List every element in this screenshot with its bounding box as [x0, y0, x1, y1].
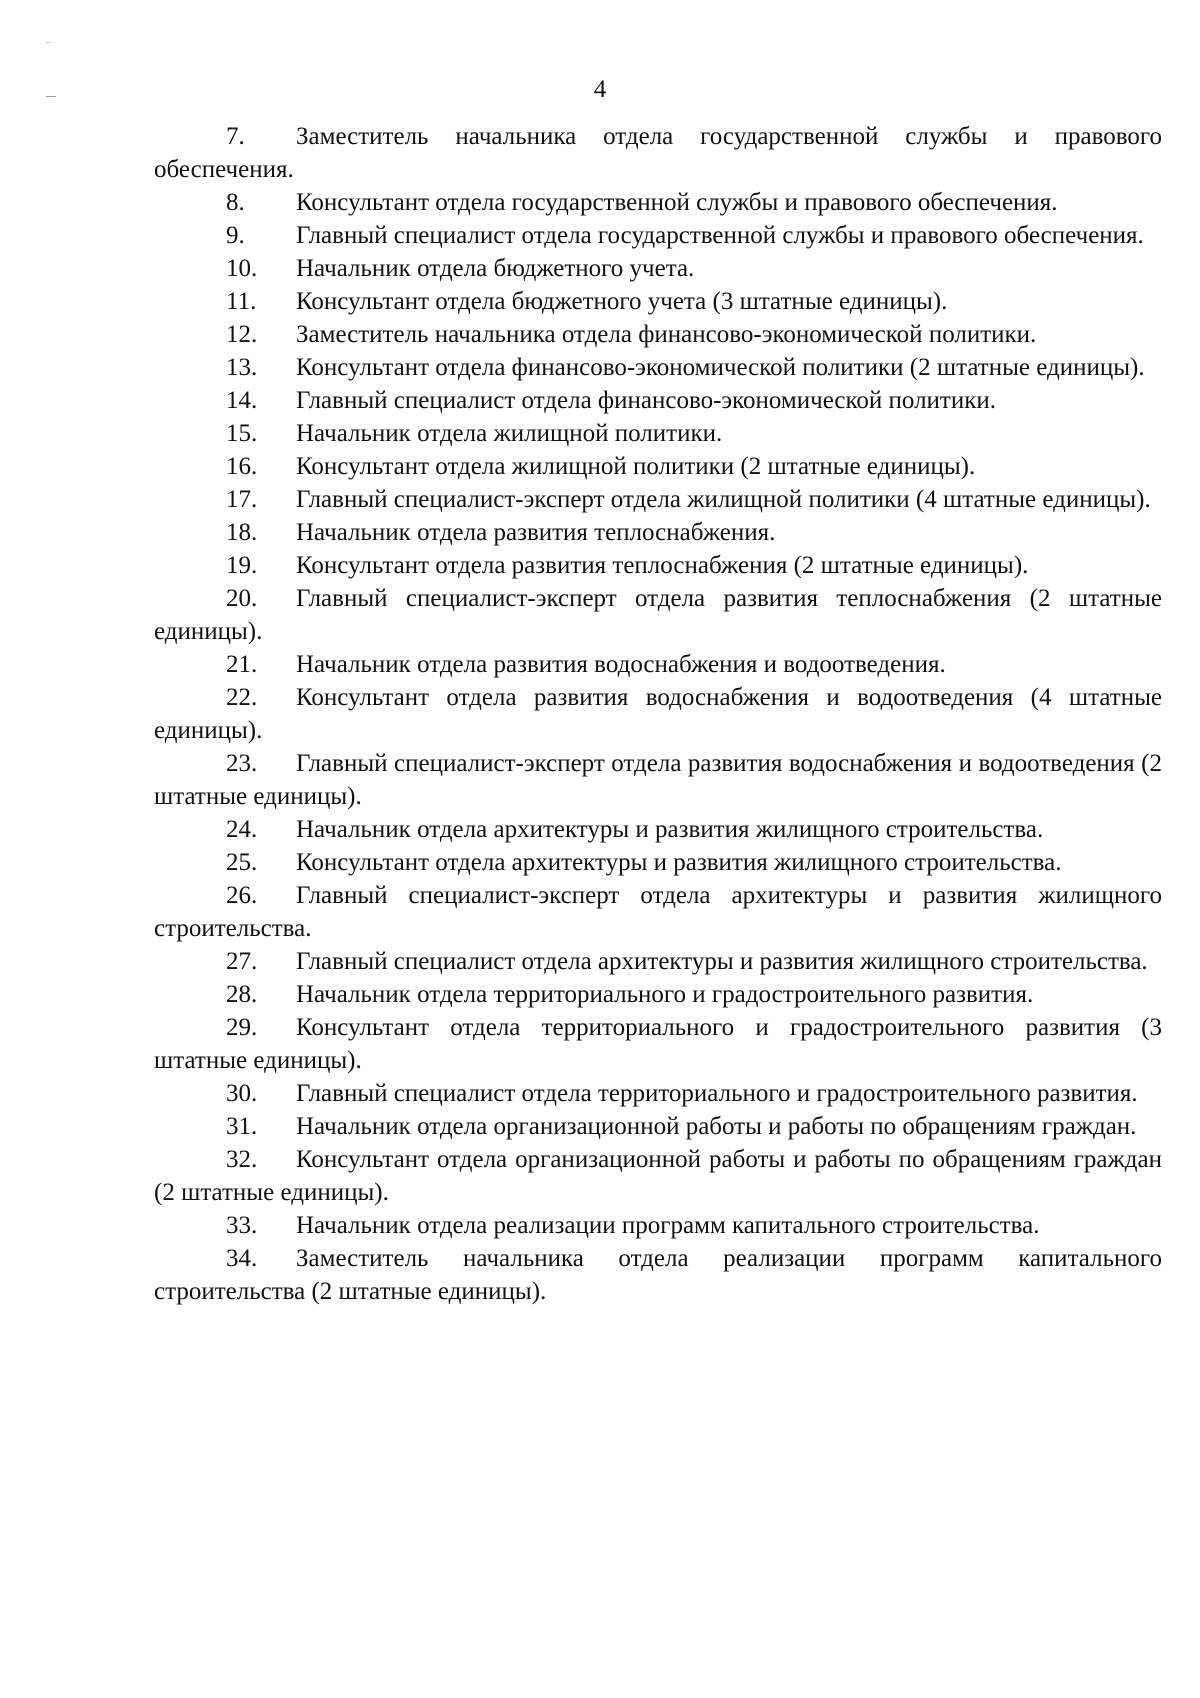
item-text: Начальник отдела реализации программ капитального строительства.	[296, 1212, 1040, 1239]
scan-artifact	[46, 42, 51, 43]
list-item	[154, 582, 1162, 648]
item-number: 9.	[226, 222, 245, 249]
item-number: 33.	[226, 1212, 258, 1239]
item-number: 22.	[226, 684, 258, 711]
item-number: 31.	[226, 1113, 258, 1140]
item-number: 30.	[226, 1080, 258, 1107]
list-item	[154, 1143, 1162, 1209]
item-text: Начальник отдела организационной работы и работы по обращениям граждан.	[296, 1113, 1137, 1140]
item-text: Главный специалист-эксперт отдела развития водоснабжения и водоотведения (2 штатные единицы).	[154, 750, 1162, 810]
item-text: Главный специалист отдела архитектуры и развития жилищного строительства.	[296, 948, 1148, 975]
item-text: Начальник отдела развития теплоснабжения.	[296, 519, 776, 546]
item-number: 13.	[226, 354, 258, 381]
list-item	[154, 648, 1162, 681]
list-item	[154, 1209, 1162, 1242]
list-item	[154, 120, 1162, 186]
item-number: 16.	[226, 453, 258, 480]
list-item	[154, 219, 1162, 252]
item-text: Начальник отдела жилищной политики.	[296, 420, 723, 447]
item-text: Консультант отдела территориального и градостроительного развития (3 штатные единицы).	[154, 1014, 1162, 1074]
item-number: 15.	[226, 420, 258, 447]
list-item	[154, 252, 1162, 285]
list-item	[154, 516, 1162, 549]
list-item	[154, 285, 1162, 318]
item-text: Консультант отдела развития теплоснабжения (2 штатные единицы).	[296, 552, 1029, 579]
item-text: Консультант отдела государственной службы и правового обеспечения.	[296, 189, 1058, 216]
list-item	[154, 945, 1162, 978]
list-item	[154, 1242, 1162, 1308]
item-number: 28.	[226, 981, 258, 1008]
item-number: 10.	[226, 255, 258, 282]
item-text: Главный специалист-эксперт отдела жилищной политики (4 штатные единицы).	[296, 486, 1151, 513]
list-item	[154, 681, 1162, 747]
item-number: 23.	[226, 750, 258, 777]
item-text: Консультант отдела бюджетного учета (3 штатные единицы).	[296, 288, 948, 315]
item-text: Главный специалист-эксперт отдела развития теплоснабжения (2 штатные единицы).	[154, 585, 1162, 645]
list-item	[154, 351, 1162, 384]
list-item	[154, 1110, 1162, 1143]
item-text: Главный специалист отдела государственной службы и правового обеспечения.	[296, 222, 1144, 249]
list-item	[154, 846, 1162, 879]
item-number: 27.	[226, 948, 258, 975]
item-text: Начальник отдела территориального и градостроительного развития.	[296, 981, 1034, 1008]
item-number: 18.	[226, 519, 258, 546]
list-item	[154, 813, 1162, 846]
item-number: 20.	[226, 585, 258, 612]
item-number: 17.	[226, 486, 258, 513]
list-item	[154, 879, 1162, 945]
item-text: Главный специалист-эксперт отдела архитектуры и развития жилищного строительства.	[154, 882, 1162, 942]
item-text: Заместитель начальника отдела реализации программ капитального строительства (2 штатные единицы).	[154, 1245, 1162, 1305]
item-text: Начальник отдела архитектуры и развития жилищного строительства.	[296, 816, 1044, 843]
position-list	[154, 120, 1162, 1308]
item-text: Начальник отдела бюджетного учета.	[296, 255, 695, 282]
item-number: 26.	[226, 882, 258, 909]
item-text: Консультант отдела развития водоснабжения и водоотведения (4 штатные единицы).	[154, 684, 1162, 744]
item-text: Главный специалист отдела финансово-экономической политики.	[296, 387, 996, 414]
list-item	[154, 417, 1162, 450]
item-number: 21.	[226, 651, 258, 678]
item-number: 12.	[226, 321, 258, 348]
list-item	[154, 1077, 1162, 1110]
item-number: 25.	[226, 849, 258, 876]
item-number: 11.	[226, 288, 257, 315]
list-item	[154, 747, 1162, 813]
item-text: Консультант отдела архитектуры и развития жилищного строительства.	[296, 849, 1062, 876]
item-number: 29.	[226, 1014, 258, 1041]
item-number: 8.	[226, 189, 245, 216]
list-item	[154, 450, 1162, 483]
item-text: Заместитель начальника отдела финансово-экономической политики.	[296, 321, 1037, 348]
list-item	[154, 1011, 1162, 1077]
item-number: 7.	[226, 123, 245, 150]
item-number: 24.	[226, 816, 258, 843]
item-number: 14.	[226, 387, 258, 414]
item-number: 32.	[226, 1146, 258, 1173]
item-text: Консультант отдела организационной работы и работы по обращениям граждан (2 штатные единицы).	[154, 1146, 1162, 1206]
item-text: Консультант отдела жилищной политики (2 штатные единицы).	[296, 453, 976, 480]
item-text: Главный специалист отдела территориального и градостроительного развития.	[296, 1080, 1138, 1107]
item-text: Заместитель начальника отдела государственной службы и правового обеспечения.	[154, 123, 1162, 183]
item-number: 34.	[226, 1245, 258, 1272]
list-item	[154, 978, 1162, 1011]
item-number: 19.	[226, 552, 258, 579]
list-item	[154, 186, 1162, 219]
page-number: 4	[593, 76, 607, 103]
item-text: Консультант отдела финансово-экономической политики (2 штатные единицы).	[296, 354, 1145, 381]
list-item	[154, 318, 1162, 351]
list-item	[154, 483, 1162, 516]
list-item	[154, 549, 1162, 582]
list-item	[154, 384, 1162, 417]
item-text: Начальник отдела развития водоснабжения и водоотведения.	[296, 651, 946, 678]
